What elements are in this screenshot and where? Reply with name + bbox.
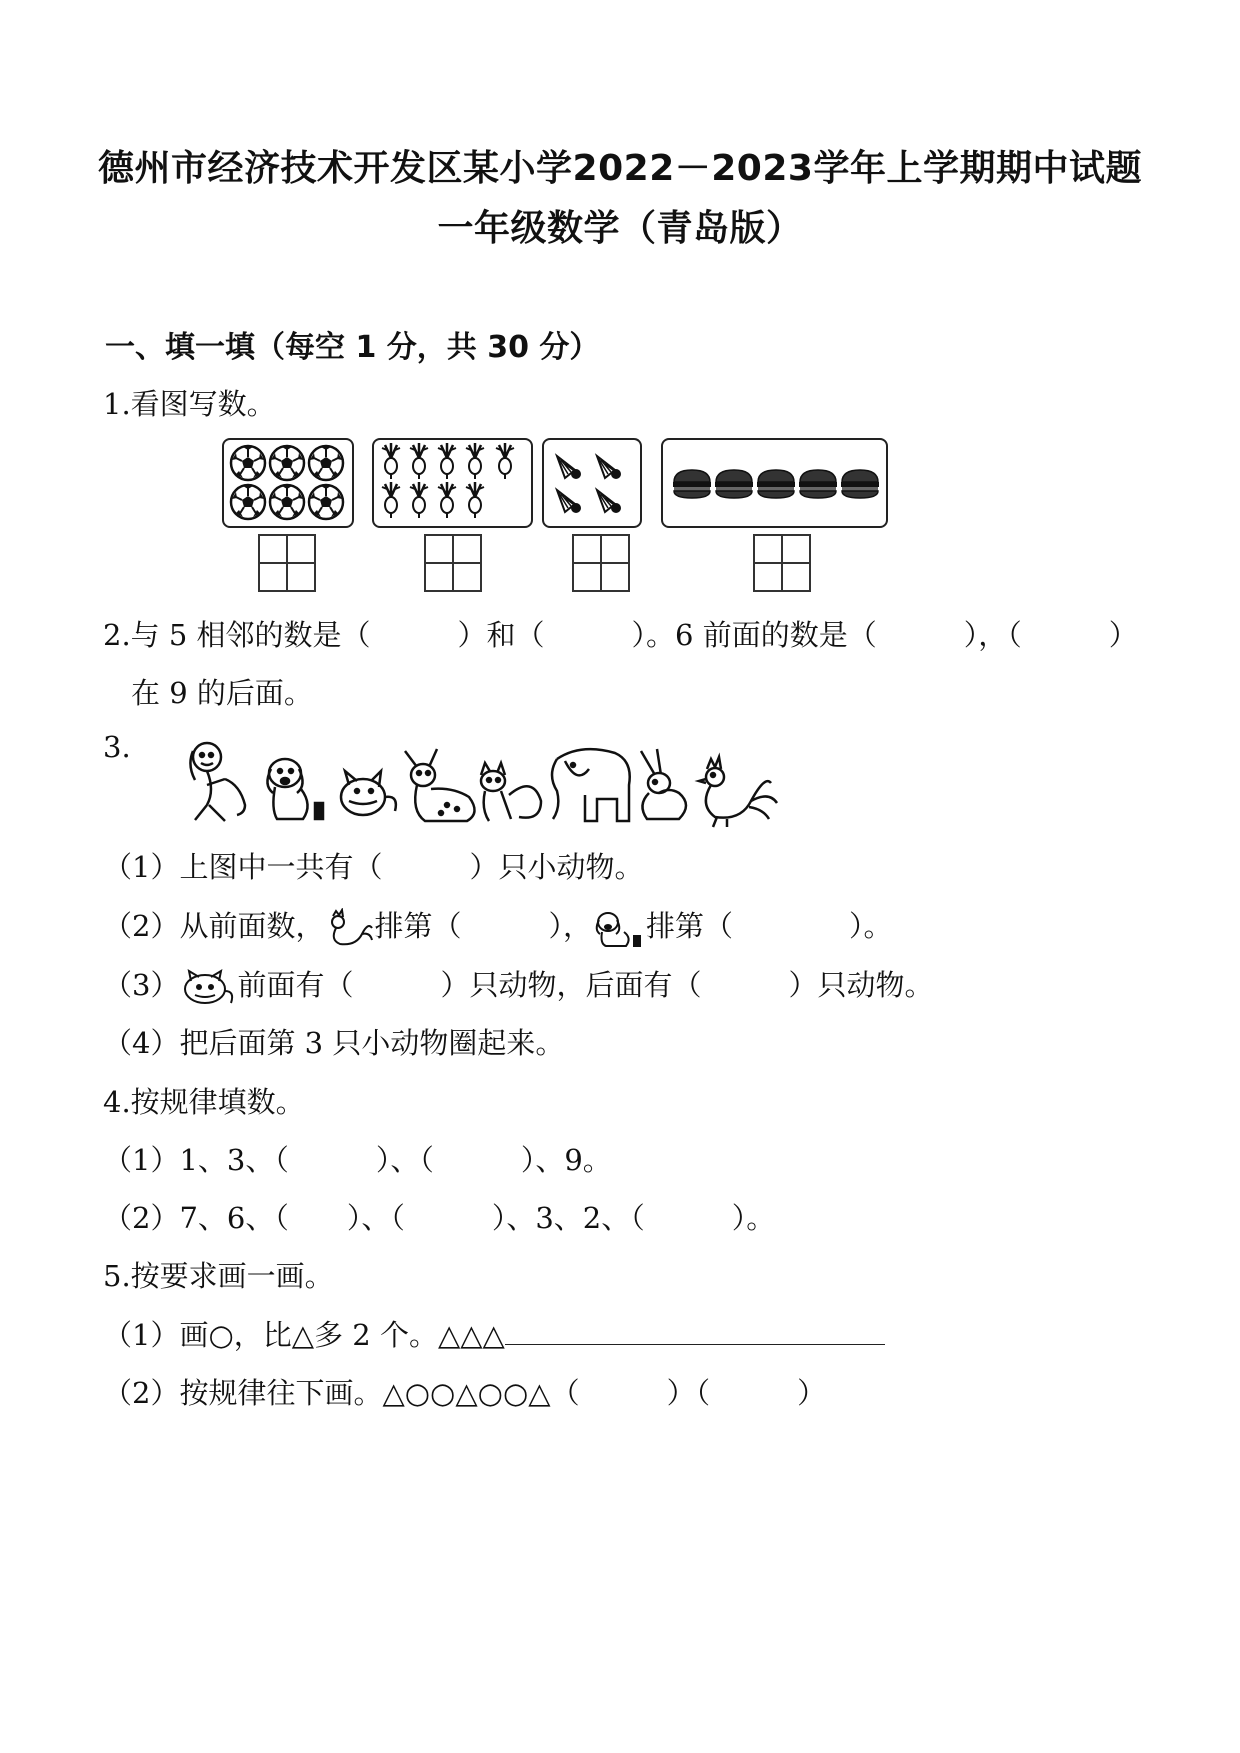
answer-grid-3[interactable] [572, 534, 630, 592]
question-5-part1-text: （1）画○，比△多 2 个。△△△ [103, 1318, 505, 1352]
question-3-part4: （4）把后面第 3 只小动物圈起来。 [103, 1026, 565, 1060]
section-heading: 一、填一填（每空 1 分，共 30 分） [105, 330, 600, 365]
question-5-label: 5.按要求画一画。 [103, 1259, 334, 1293]
hamburger-box [661, 438, 888, 528]
question-5-part1 [103, 1313, 885, 1354]
question-3-part2 [103, 904, 892, 948]
answer-grid-4[interactable] [753, 534, 811, 592]
elephant-icon [552, 749, 630, 821]
question-4-part1: （1）1、3、（ ）、（ ）、9。 [103, 1143, 612, 1177]
rooster-icon [699, 757, 777, 827]
cat-small-icon [179, 967, 237, 1007]
question-3-part2-middle: 排第（ ）， [374, 909, 592, 943]
hamburger-icon [663, 440, 886, 526]
squirrel-icon [481, 763, 541, 821]
rabbit-icon [641, 749, 686, 819]
question-3-part2-suffix: 排第（ ）。 [645, 909, 893, 943]
page-title-line2: 一年级数学（青岛版） [437, 208, 803, 249]
question-3-part3-prefix: （3） [103, 968, 180, 1002]
shuttlecock-icon [544, 440, 640, 526]
cat-icon [341, 771, 396, 815]
answer-grid-2[interactable] [424, 534, 482, 592]
question-5-part2: （2）按规律往下画。△○○△○○△（ ）（ ） [103, 1376, 827, 1410]
radish-box [372, 438, 533, 528]
drawing-answer-line[interactable] [505, 1322, 885, 1345]
question-3-label: 3. [103, 730, 131, 764]
deer-icon [405, 749, 475, 821]
question-1-label: 1.看图写数。 [103, 387, 276, 421]
rooster-small-icon [324, 908, 374, 948]
question-3-part3-suffix: 前面有（ ）只动物，后面有（ ）只动物。 [237, 968, 934, 1002]
soccer-ball-icon [224, 440, 352, 526]
question-3-part3 [103, 963, 933, 1007]
question-2-line1: 2.与 5 相邻的数是（ ）和（ ）。6 前面的数是（ ），（ ） [103, 618, 1138, 652]
shuttlecock-box [542, 438, 642, 528]
monkey-icon [190, 743, 245, 821]
question-4-label: 4.按规律填数。 [103, 1085, 305, 1119]
question-2-line2: 在 9 的后面。 [131, 676, 313, 710]
question-3-part2-prefix: （2）从前面数， [103, 909, 325, 943]
animal-strip [185, 735, 785, 830]
radish-icon [374, 440, 531, 526]
dog-icon [267, 759, 323, 819]
answer-grid-1[interactable] [258, 534, 316, 592]
question-3-part1: （1）上图中一共有（ ）只小动物。 [103, 850, 644, 884]
question-4-part2: （2）7、6、（ ）、（ ）、3、2、（ ）。 [103, 1201, 776, 1235]
soccer-ball-box [222, 438, 354, 528]
page-title-line1: 德州市经济技术开发区某小学2022－2023学年上学期期中试题 [98, 148, 1142, 189]
dog-small-icon [592, 908, 646, 948]
